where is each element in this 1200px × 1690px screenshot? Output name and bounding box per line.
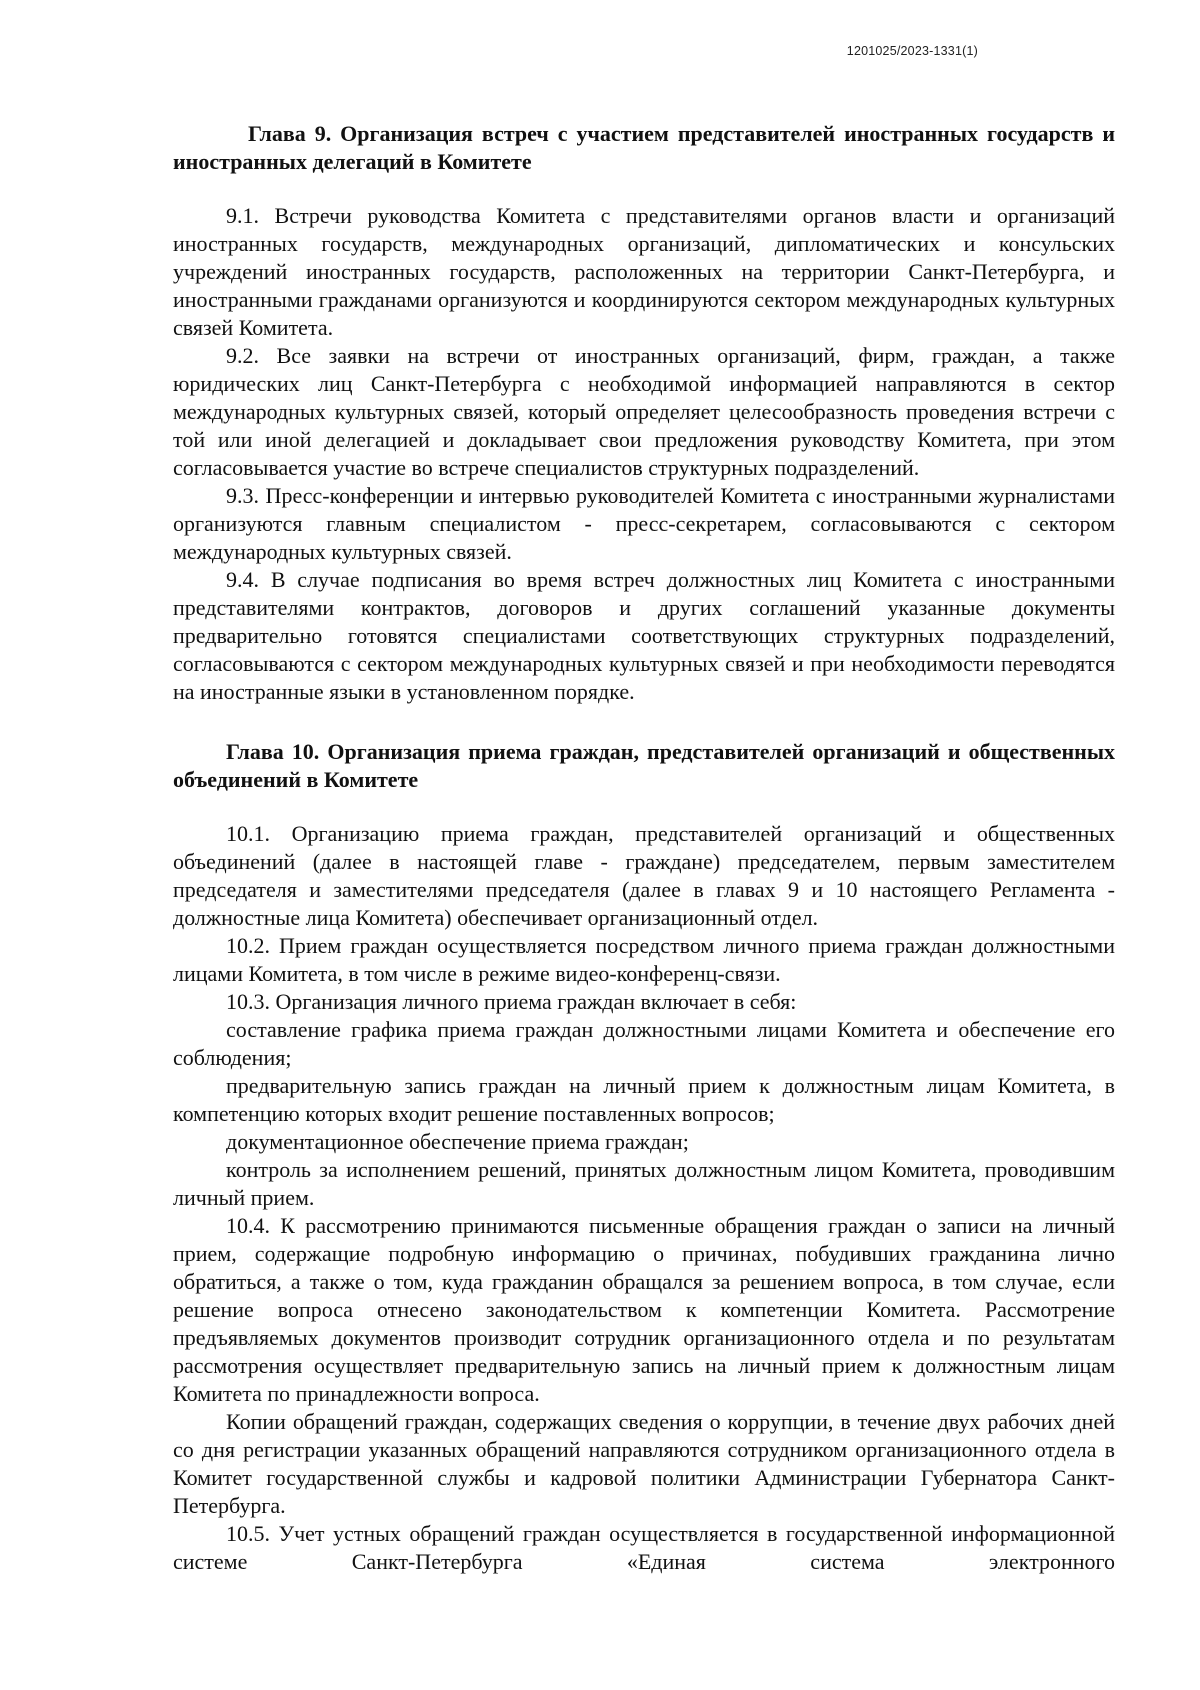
paragraph-10-3: 10.3. Организация личного приема граждан включает в себя: <box>226 989 797 1014</box>
chapter-9-section <box>173 202 1115 706</box>
spacer <box>173 706 1115 738</box>
paragraph-9-1: 9.1. Встречи руководства Комитета с представителями органов власти и организаций иностранных государств, международных организаций, дипломатических и консульских учреждений иностранных государств, расположенных на территории Санкт-Петербурга, и иностранными гражданами организуются и координируются сектором международных культурных связей Комитета. <box>173 203 1115 340</box>
paragraph-corruption-copies: Копии обращений граждан, содержащих сведения о коррупции, в течение двух рабочих дней со дня регистрации указанных обращений направляются сотрудником организационного отдела в Комитет государственной службы и кадровой политики Администрации Губернатора Санкт-Петербурга. <box>173 1409 1115 1518</box>
chapter-10-title: Глава 10. Организация приема граждан, представителей организаций и общественных объединений в Комитете <box>173 739 1115 792</box>
chapter-10-section <box>173 820 1115 1576</box>
paragraph-10-1: 10.1. Организацию приема граждан, представителей организаций и общественных объединений (далее в настоящей главе - граждане) председателем, первым заместителем председателя и заместителями председателя (далее в главах 9 и 10 настоящего Регламента - должностные лица Комитета) обеспечивает организационный отдел. <box>173 821 1115 930</box>
spacer <box>173 176 1115 202</box>
chapter-9-title: Глава 9. Организация встреч с участием представителей иностранных государств и иностранных делегаций в Комитете <box>173 121 1115 174</box>
paragraph-9-2: 9.2. Все заявки на встречи от иностранных организаций, фирм, граждан, а также юридических лиц Санкт-Петербурга с необходимой информацией направляются в сектор международных культурных связей, который определяет целесообразность проведения встречи с той или иной делегацией и докладывает свои предложения руководству Комитета, при этом согласовывается участие во встрече специалистов структурных подразделений. <box>173 343 1115 480</box>
spacer <box>173 794 1115 820</box>
paragraph-9-4: 9.4. В случае подписания во время встреч должностных лиц Комитета с иностранными представителями контрактов, договоров и других соглашений указанные документы предварительно готовятся специалистами соответствующих структурных подразделений, согласовываются с сектором международных культурных связей и при необходимости переводятся на иностранные языки в установленном порядке. <box>173 567 1115 704</box>
list-item-registration: предварительную запись граждан на личный прием к должностным лицам Комитета, в компетенцию которых входит решение поставленных вопросов; <box>173 1073 1115 1126</box>
list-item-documentation: документационное обеспечение приема граждан; <box>226 1129 689 1154</box>
list-item-control: контроль за исполнением решений, принятых должностным лицом Комитета, проводившим личный прием. <box>173 1157 1115 1210</box>
paragraph-10-5: 10.5. Учет устных обращений граждан осуществляется в государственной информационной системе Санкт-Петербурга «Единая система электронного <box>173 1521 1115 1574</box>
list-item-schedule: составление графика приема граждан должностными лицами Комитета и обеспечение его соблюдения; <box>173 1017 1115 1070</box>
document-number: 1201025/2023-1331(1) <box>846 44 978 58</box>
paragraph-9-3: 9.3. Пресс-конференции и интервью руководителей Комитета с иностранными журналистами организуются главным специалистом - пресс-секретарем, согласовываются с сектором международных культурных связей. <box>173 483 1115 564</box>
paragraph-10-2: 10.2. Прием граждан осуществляется посредством личного приема граждан должностными лицами Комитета, в том числе в режиме видео-конференц-связи. <box>173 933 1115 986</box>
paragraph-10-4: 10.4. К рассмотрению принимаются письменные обращения граждан о записи на личный прием, содержащие подробную информацию о причинах, побудивших гражданина лично обратиться, а также о том, куда гражданин обращался за решением вопроса, в том случае, если решение вопроса отнесено законодательством к компетенции Комитета. Рассмотрение предъявляемых документов производит сотрудник организационного отдела и по результатам рассмотрения осуществляет предварительную запись на личный прием к должностным лицам Комитета по принадлежности вопроса. <box>173 1213 1115 1406</box>
document-body <box>173 120 1115 1576</box>
